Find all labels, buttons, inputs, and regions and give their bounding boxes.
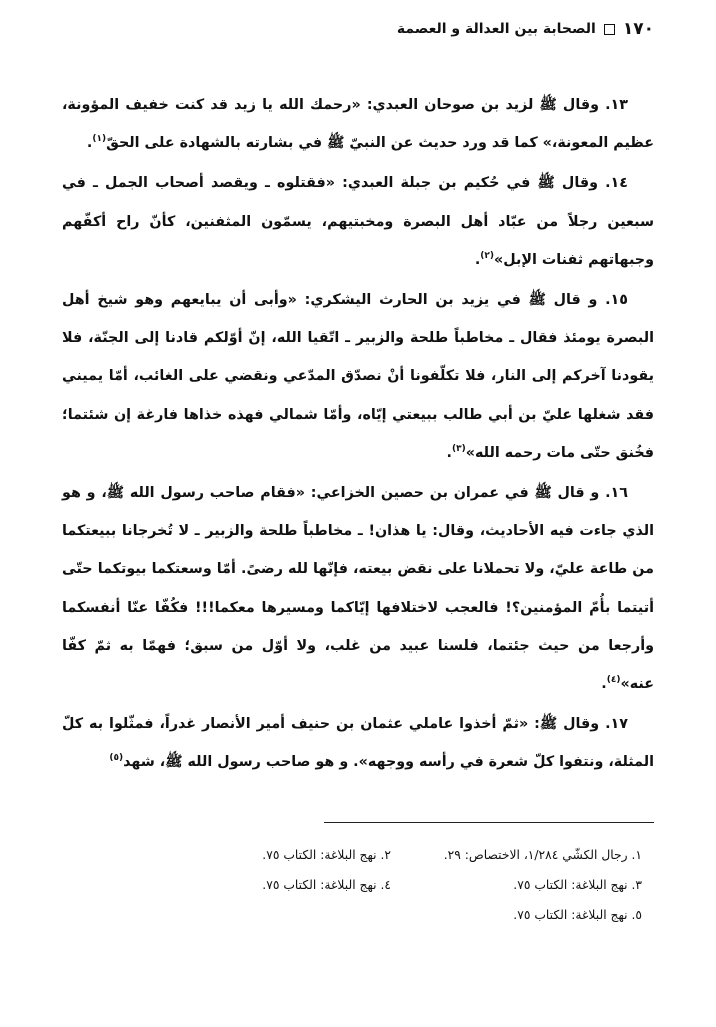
footnote-ref-4[interactable]: (٤) [606,675,621,686]
footnote-3: ٣. نهج البلاغة: الكتاب ٧٥. [513,878,642,892]
paragraph-15: ١٥. و قال ﷺ في يزيد بن الحارث اليشكري: «وأبى أن يبايعهم وهو شيخ أهل البصرة يومئذ فقال ـ مخاطباً طلحة والزبير ـ اتّقيا الله، إنّ أوّلكم قادنا إلى الجنّة، فلا يقودنا آخركم إلى النار، فلا تكلّفونا أنْ نصدّق المدّعي ونقضي على الغائب، أمّا يميني فقد شغلها عليّ بن أبي طالب ببيعتي إيّاه، وأمّا شمالي فهذه خذاها فارغة إن شئتما؛ فخُنق حتّى مات رحمه الله»$^{(٣)}$. [62,292,654,461]
paragraph-13: ١٣. وقال ﷺ لزيد بن صوحان العبدي: «رحمك الله يا زيد قد كنت خفيف المؤونة، عظيم المعونة،» كما قد ورد حديث عن النبيّ ﷺ في بشارته بالشهادة على الحقّ$^{(١)}$. [62,97,654,152]
paragraph-14: ١٤. وقال ﷺ في حُكيم بن جبلة العبدي: «فقتلوه ـ ويقصد أصحاب الجمل ـ في سبعين رجلاً من عبّاد أهل البصرة ومخبتيهم، يسمّون المثفنين، كأنّ راح أكفّهم وجبهاتهم ثفنات الإبل»$^{(٢)}$. [62,175,654,268]
footnote-ref-1[interactable]: (١) [92,134,107,145]
main-text [62,86,654,782]
footnote-divider [324,822,654,823]
paragraph-16: ١٦. و قال ﷺ في عمران بن حصين الخزاعي: «فقام صاحب رسول الله ﷺ، و هو الذي جاءت فيه الأحاديث، وقال: يا هذان! ـ مخاطباً طلحة والزبير ـ لا تُخرجانا ببيعتكما من طاعة عليّ، ولا تحملانا على نقض بيعته، فإنّها لله رضىً. أمّا وسعتكما بيوتكما حتّى أتيتما بأُمّ المؤمنين؟! فالعجب لاختلافها إيّاكما ومسيرها معكما!!! فكُفّا عنّا أنفسكما وأرجعا من حيث جئتما، فلسنا عبيد من غلب، ولا أوّل من سبق؛ فهمّا به ثمّ كفّا عنه»$^{(٤)}$. [62,485,654,693]
footnote-1: ١. رجال الكشّي ١/٢٨٤، الاختصاص: ٢٩. [443,848,642,862]
running-header [62,14,654,44]
footnote-4: ٤. نهج البلاغة: الكتاب ٧٥. [262,878,391,892]
footnote-ref-2[interactable]: (٢) [480,251,495,262]
footnote-2: ٢. نهج البلاغة: الكتاب ٧٥. [262,848,391,862]
square-ornament-icon [604,24,615,35]
footnote-5: ٥. نهج البلاغة: الكتاب ٧٥. [513,908,642,922]
footnote-ref-3[interactable]: (٣) [451,444,466,455]
running-title: الصحابة بين العدالة و العصمة [396,21,596,37]
page-number: ١٧٠ [622,19,654,39]
footnote-ref-5[interactable]: (٥) [109,753,124,764]
footnotes [160,840,642,930]
paragraph-17: ١٧. وقال ﷺ: «ثمّ أخذوا عاملي عثمان بن حنيف أمير الأنصار غدراً، فمثّلوا به كلّ المثلة، ونتفوا كلّ شعرة في رأسه ووجهه». و هو صاحب رسول الله ﷺ، شهد$^{(٥)}$ [62,716,654,771]
